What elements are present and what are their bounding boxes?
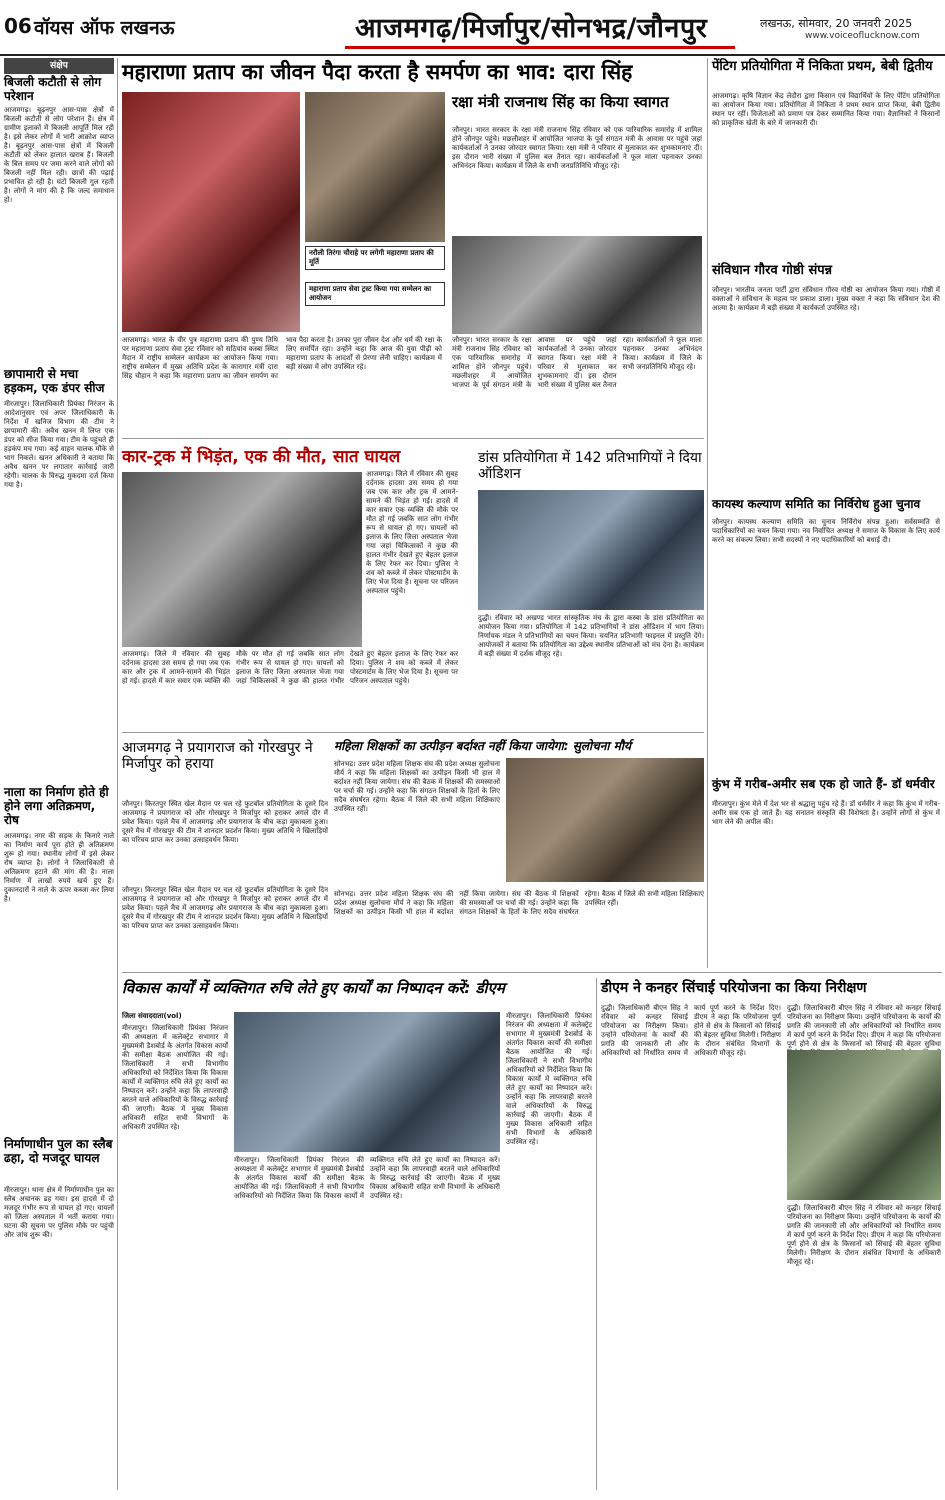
- sidebar-body-3: आजमगढ़। नगर की सड़क के किनारे नाले का निर्माण कार्य पूरा होते ही अतिक्रमण शुरू हो गया। स्थानीय लोगों में इसे लेकर रोष व्याप्त है। लोगों ने जिलाधिकारी से अतिक्रमण हटाने की मांग की है। नाला निर्माण में लाखों रुपये खर्च हुए हैं। दुकानदारों ने नाले के ऊपर कब्जा कर लिया है।: [4, 832, 114, 903]
- story11-body-b: मीरजापुर। जिलाधिकारी प्रियंका निरंजन की अध्यक्षता में कलेक्ट्रेट सभागार में मुख्यमंत्री डैशबोर्ड के अंतर्गत विकास कार्यों की समीक्षा बैठक आयोजित की गई। जिलाधिकारी ने सभी विभागीय अधिकारियों को निर्देशित किया कि विकास कार्यों में व्यक्तिगत रुचि लेते हुए कार्यों का निष्पादन करें। उन्होंने कहा कि लापरवाही बरतने वाले अधिकारियों के विरुद्ध कार्रवाई की जाएगी। बैठक में मुख्य विकास अधिकारी सहित सभी विभागों के अधिकारी उपस्थित रहे।: [234, 1156, 500, 1200]
- right-column-divider: [707, 58, 708, 968]
- story11-body-c: मीरजापुर। जिलाधिकारी प्रियंका निरंजन की अध्यक्षता में कलेक्ट्रेट सभागार में मुख्यमंत्री डैशबोर्ड के अंतर्गत विकास कार्यों की समीक्षा बैठक आयोजित की गई। जिलाधिकारी ने सभी विभागीय अधिकारियों को निर्देशित किया कि विकास कार्यों में व्यक्तिगत रुचि लेते हुए कार्यों का निष्पादन करें। उन्होंने कहा कि लापरवाही बरतने वाले अधिकारियों के विरुद्ध कार्रवाई की जाएगी। बैठक में मुख्य विकास अधिकारी सहित सभी विभागों के अधिकारी उपस्थित रहे।: [506, 1012, 592, 1146]
- story2-body: जौनपुर। भारत सरकार के रक्षा मंत्री राजनाथ सिंह रविवार को एक पारिवारिक समारोह में शामिल होने जौनपुर पहुंचे। मछलीशहर में आयोजित भाजपा के पूर्व संगठन मंत्री के आवास पर पहुंचे जहां कार्यकर्ताओं ने उनका जोरदार स्वागत किया। रक्षा मंत्री ने परिवार से मुलाकात कर शुभकामनाएं दीं। इस दौरान भारी संख्या में पुलिस बल तैनात रहा। कार्यकर्ताओं ने फूल माला पहनाकर उनका अभिनंदन किया। कार्यक्रम में जिले के सभी जनप्रतिनिधि मौजूद रहे।: [452, 126, 702, 170]
- story11-photo-meeting: [234, 1012, 500, 1152]
- row-divider-1: [122, 438, 704, 439]
- page-number: 06: [4, 14, 32, 38]
- story12-body-c: दुद्धी। जिलाधिकारी बीएन सिंह ने रविवार को कनहर सिंचाई परियोजना का निरीक्षण किया। उन्होंने परियोजना के कार्यों की प्रगति की जानकारी ली और अधिकारियों को निर्धारित समय में कार्य पूर्ण करने के निर्देश दिए। डीएम ने कहा कि परियोजना पूर्ण होने से क्षेत्र के किसानों को सिंचाई की बेहतर सुविधा मिलेगी। निरीक्षण के दौरान संबंधित विभागों के अधिकारी मौजूद रहे।: [787, 1204, 941, 1266]
- story12-headline: डीएम ने कनहर सिंचाई परियोजना का किया निरीक्षण: [601, 980, 867, 996]
- story3-headline: कार-ट्रक में भिड़ंत, एक की मौत, सात घायल: [122, 447, 401, 467]
- story1-photo-audience: [305, 92, 445, 242]
- story11-body-a: मीरजापुर। जिलाधिकारी प्रियंका निरंजन की अध्यक्षता में कलेक्ट्रेट सभागार में मुख्यमंत्री डैशबोर्ड के अंतर्गत विकास कार्यों की समीक्षा बैठक आयोजित की गई। जिलाधिकारी ने सभी विभागीय अधिकारियों को निर्देशित किया कि विकास कार्यों में व्यक्तिगत रुचि लेते हुए कार्यों का निष्पादन करें। उन्होंने कहा कि लापरवाही बरतने वाले अधिकारियों के विरुद्ध कार्रवाई की जाएगी। बैठक में मुख्य विकास अधिकारी सहित सभी विभागों के अधिकारी उपस्थित रहे।: [122, 1024, 228, 1131]
- story6-body-b: सोनभद्र। उत्तर प्रदेश महिला शिक्षक संघ की प्रदेश अध्यक्ष सुलोचना मौर्य ने कहा कि महिला शिक्षकों का उत्पीड़न किसी भी हाल में बर्दाश्त नहीं किया जायेगा। संघ की बैठक में शिक्षकों की समस्याओं पर चर्चा की गई। उन्होंने कहा कि संगठन शिक्षकों के हितों के लिए सदैव संघर्षरत रहेगा। बैठक में जिले की सभी महिला शिक्षिकाएं उपस्थित रहीं।: [334, 890, 704, 916]
- story1-photo-speaker: [122, 92, 300, 332]
- story12-body-b: दुद्धी। जिलाधिकारी बीएन सिंह ने रविवार को कनहर सिंचाई परियोजना का निरीक्षण किया। उन्होंने परियोजना के कार्यों की प्रगति की जानकारी ली और अधिकारियों को निर्धारित समय में कार्य पूर्ण करने के निर्देश दिए। डीएम ने कहा कि परियोजना पूर्ण होने से क्षेत्र के किसानों को सिंचाई की बेहतर सुविधा: [787, 1004, 941, 1048]
- story2-headline: रक्षा मंत्री राजनाथ सिंह का किया स्वागत: [452, 93, 669, 111]
- story11-byline: जिला संवाददाता(vol): [122, 1012, 182, 1020]
- story6-photo: [506, 758, 704, 882]
- story5-body-continued: जौनपुर। किरतपुर स्थित खेल मैदान पर चल रहे फुटबॉल प्रतियोगिता के दूसरे दिन आजमगढ़ ने प्रयागराज को और गोरखपुर ने मिर्जापुर को हराकर अगले दौर में प्रवेश किया। पहले मैच में आजमगढ़ और प्रयागराज के बीच कड़ा मुकाबला हुआ। दूसरे मैच में गोरखपुर की टीम ने शानदार प्रदर्शन किया। मुख्य अतिथि ने खिलाड़ियों का परिचय प्राप्त कर उनका उत्साहवर्धन किया।: [122, 886, 328, 930]
- story6-headline: महिला शिक्षकों का उत्पीड़न बर्दाश्त नहीं किया जायेगा: सुलोचना मौर्य: [334, 739, 631, 753]
- story3-body-b: आजमगढ़। जिले में रविवार की सुबह दर्दनाक हादसा उस समय हो गया जब एक कार और ट्रक में आमने-सामने की भिड़ंत हो गई। हादसे में कार सवार एक व्यक्ति की मौके पर मौत हो गई जबकि सात लोग गंभीर रूप से घायल हो गए। घायलों को इलाज के लिए जिला अस्पताल भेजा गया जहां चिकित्सकों ने कुछ की हालत गंभीर देखते हुए बेहतर इलाज के लिए रेफर कर दिया। पुलिस ने शव को कब्जे में लेकर पोस्टमार्टम के लिए भेज दिया है। सूचना पर परिजन अस्पताल पहुंचे।: [122, 650, 458, 685]
- sidebar-headline-4: निर्माणाधीन पुल का स्लैब ढहा, दो मजदूर घायल: [4, 1137, 113, 1165]
- story2-photo: [452, 236, 702, 334]
- row-divider-3: [122, 972, 942, 973]
- story4-photo-dancers: [478, 490, 704, 610]
- story5-body: जौनपुर। किरतपुर स्थित खेल मैदान पर चल रहे फुटबॉल प्रतियोगिता के दूसरे दिन आजमगढ़ ने प्रयागराज को और गोरखपुर ने मिर्जापुर को हराकर अगले दौर में प्रवेश किया। पहले मैच में आजमगढ़ और प्रयागराज के बीच कड़ा मुकाबला हुआ। दूसरे मैच में गोरखपुर की टीम ने शानदार प्रदर्शन किया। मुख्य अतिथि ने खिलाड़ियों का परिचय प्राप्त कर उनका उत्साहवर्धन किया।: [122, 800, 328, 844]
- sidebar-tag: संक्षेप: [4, 58, 114, 74]
- story3-body-a: आजमगढ़। जिले में रविवार की सुबह दर्दनाक हादसा उस समय हो गया जब एक कार और ट्रक में आमने-सामने की भिड़ंत हो गई। हादसे में कार सवार एक व्यक्ति की मौके पर मौत हो गई जबकि सात लोग गंभीर रूप से घायल हो गए। घायलों को इलाज के लिए जिला अस्पताल भेजा गया जहां चिकित्सकों ने कुछ की हालत गंभीर देखते हुए बेहतर इलाज के लिए रेफर कर दिया। पुलिस ने शव को कब्जे में लेकर पोस्टमार्टम के लिए भेज दिया है। सूचना पर परिजन अस्पताल पहुंचे।: [366, 470, 458, 595]
- sidebar-headline-3: नाला का निर्माण होते ही होने लगा अतिक्रमण, रोष: [4, 785, 109, 827]
- region-title: आजमगढ़/मिर्जापुर/सोनभद्र/जौनपुर: [355, 13, 708, 44]
- story4-headline: डांस प्रतियोगिता में 142 प्रतिभागियों ने दिया ऑडिशन: [478, 450, 702, 483]
- story10-body: मीरजापुर। कुंभ मेले में देश भर से श्रद्धालु पहुंच रहे हैं। डॉ धर्मवीर ने कहा कि कुंभ में गरीब-अमीर सब एक हो जाते हैं। यह सनातन संस्कृति की विशेषता है। उन्होंने लोगों से कुंभ में भाग लेने की अपील की।: [712, 800, 940, 826]
- story7-body: आजमगढ़। कृषि विज्ञान केंद्र लेदौरा द्वारा किसान एवं विद्यार्थियों के लिए पेंटिंग प्रतियोगिता का आयोजन किया गया। प्रतियोगिता में निकिता ने प्रथम स्थान प्राप्त किया, बेबी द्वितीय स्थान पर रहीं। विजेताओं को प्रमाण पत्र देकर सम्मानित किया गया। वैज्ञानिकों ने किसानों को प्राकृतिक खेती के बारे में जानकारी दी।: [712, 92, 940, 127]
- website-link[interactable]: www.voiceoflucknow.com: [805, 31, 920, 41]
- story5-headline: आजमगढ़ ने प्रयागराज को गोरखपुर ने मिर्जापुर को हराया: [122, 740, 313, 773]
- story1-headline: महाराणा प्रताप का जीवन पैदा करता है समर्पण का भाव: दारा सिंह: [122, 60, 633, 84]
- story8-body: जौनपुर। भारतीय जनता पार्टी द्वारा संविधान गौरव गोष्ठी का आयोजन किया गया। गोष्ठी में वक्ताओं ने संविधान के महत्व पर प्रकाश डाला। मुख्य वक्ता ने कहा कि संविधान देश की आत्मा है। कार्यक्रम में बड़ी संख्या में कार्यकर्ता उपस्थित रहे।: [712, 286, 940, 312]
- story9-headline: कायस्थ कल्याण समिति का निर्विरोध हुआ चुनाव: [712, 497, 921, 511]
- story4-body: दुद्धी। रविवार को अखण्ड भारत सांस्कृतिक मंच के द्वारा कस्बा के डांस प्रतियोगिता का आयोजन किया गया। प्रतियोगिता में 142 प्रतिभागियों ने डांस ऑडिशन में भाग लिया। निर्णायक मंडल ने प्रतिभागियों का चयन किया। चयनित प्रतिभागी फाइनल में प्रस्तुति देंगे। आयोजकों ने बताया कि प्रतियोगिता का उद्देश्य स्थानीय प्रतिभाओं को मंच देना है। कार्यक्रम में बड़ी संख्या में दर्शक मौजूद रहे।: [478, 614, 704, 658]
- story3-photo-wreck: [122, 472, 362, 647]
- sidebar-divider: [117, 58, 118, 1490]
- story10-headline: कुंभ में गरीब-अमीर सब एक हो जाते हैं- डॉ धर्मवीर: [712, 777, 935, 791]
- story9-body: जौनपुर। कायस्थ कल्याण समिति का चुनाव निर्विरोध संपन्न हुआ। सर्वसम्मति से पदाधिकारियों का चयन किया गया। नव निर्वाचित अध्यक्ष ने समाज के विकास के लिए कार्य करने का संकल्प लिया। सभी सदस्यों ने नए पदाधिकारियों को बधाई दी।: [712, 518, 940, 544]
- sidebar-headline-2: छापामारी से मचा हड़कम, एक डंपर सीज: [4, 367, 105, 395]
- story1-body: आजमगढ़। भारत के वीर पुत्र महाराणा प्रताप की पुण्य तिथि पर महाराणा प्रताप सेवा ट्रस्ट रविवार को सठियांव कस्बा स्थित मैदान में राष्ट्रीय सम्मेलन कार्यक्रम का आयोजन किया गया। राष्ट्रीय सम्मेलन में मुख्य अतिथि प्रदेश के कारागार मंत्री दारा सिंह चौहान ने कहा कि महाराणा प्रताप का जीवन समर्पण का भाव पैदा करता है। उनका पूरा जीवन देश और धर्म की रक्षा के लिए समर्पित रहा। उन्होंने कहा कि आज की युवा पीढ़ी को महाराणा प्रताप के आदर्शों से प्रेरणा लेनी चाहिए। कार्यक्रम में बड़ी संख्या में लोग उपस्थित रहे।: [122, 336, 442, 380]
- story6-body-a: सोनभद्र। उत्तर प्रदेश महिला शिक्षक संघ की प्रदेश अध्यक्ष सुलोचना मौर्य ने कहा कि महिला शिक्षकों का उत्पीड़न किसी भी हाल में बर्दाश्त नहीं किया जायेगा। संघ की बैठक में शिक्षकों की समस्याओं पर चर्चा की गई। उन्होंने कहा कि संगठन शिक्षकों के हितों के लिए सदैव संघर्षरत रहेगा। बैठक में जिले की सभी महिला शिक्षिकाएं उपस्थित रहीं।: [334, 760, 500, 813]
- sidebar-headline-1: बिजली कटौती से लोग परेशान: [4, 75, 102, 103]
- region-underline: [345, 46, 735, 49]
- story12-body-a: दुद्धी। जिलाधिकारी बीएन सिंह ने रविवार को कनहर सिंचाई परियोजना का निरीक्षण किया। उन्होंने परियोजना के कार्यों की प्रगति की जानकारी ली और अधिकारियों को निर्धारित समय में कार्य पूर्ण करने के निर्देश दिए। डीएम ने कहा कि परियोजना पूर्ण होने से क्षेत्र के किसानों को सिंचाई की बेहतर सुविधा मिलेगी। निरीक्षण के दौरान संबंधित विभागों के अधिकारी मौजूद रहे।: [601, 1004, 781, 1057]
- story12-photo-inspection: [787, 1050, 941, 1200]
- story11-headline: विकास कार्यों में व्यक्तिगत रुचि लेते हुए कार्यों का निष्पादन करें: डीएम: [122, 979, 505, 997]
- row-divider-2: [122, 732, 704, 733]
- story2-body-continued: जौनपुर। भारत सरकार के रक्षा मंत्री राजनाथ सिंह रविवार को एक पारिवारिक समारोह में शामिल होने जौनपुर पहुंचे। मछलीशहर में आयोजित भाजपा के पूर्व संगठन मंत्री के आवास पर पहुंचे जहां कार्यकर्ताओं ने उनका जोरदार स्वागत किया। रक्षा मंत्री ने परिवार से मुलाकात कर शुभकामनाएं दीं। इस दौरान भारी संख्या में पुलिस बल तैनात रहा। कार्यकर्ताओं ने फूल माला पहनाकर उनका अभिनंदन किया। कार्यक्रम में जिले के सभी जनप्रतिनिधि मौजूद रहे।: [452, 336, 702, 389]
- bottom-column-divider: [596, 978, 597, 1490]
- story8-headline: संविधान गौरव गोष्ठी संपन्न: [712, 263, 833, 278]
- sidebar-body-2: मीरजापुर। जिलाधिकारी प्रियंका निरंजन के आदेशानुसार एवं अपर जिलाधिकारी के निर्देश में खनिज विभाग की टीम ने छापामारी की। अवैध खनन में लिप्त एक डंपर को सीज किया गया। टीम के पहुंचते ही हड़कंप मच गया। कई वाहन चालक मौके से भाग निकले। खनन अधिकारी ने बताया कि अवैध खनन पर लगातार कार्रवाई जारी रहेगी। चालक के विरुद्ध मुकदमा दर्ज किया गया है।: [4, 400, 114, 489]
- masthead: वॉयस ऑफ लखनऊ: [34, 17, 175, 39]
- story1-caption-1: नरौली तिरंगा चौराहे पर लगेगी महाराणा प्रताप की मूर्ति: [305, 246, 445, 270]
- sidebar-body-1: आजमगढ़। बूढ़नपुर आस-पास क्षेत्रों में बिजली कटौती से लोग परेशान हैं। क्षेत्र में ग्रामीण इलाकों में बिजली आपूर्ति मिल रही है। इसे लेकर लोगों में भारी आक्रोश व्याप्त है। बूढ़नपुर आस-पास क्षेत्रों में बिजली कटौती को लेकर हालात खराब हैं। बिजली के बिल समय पर जमा करने वाले लोगों को बिजली नहीं मिल रही। छात्रों की पढ़ाई प्रभावित हो रही है। घंटों बिजली गुल रहती है। लोगों ने मांग की है कि जल्द समाधान हो।: [4, 106, 114, 204]
- story1-caption-2: महाराणा प्रताप सेवा ट्रस्ट किया गया सम्मेलन का आयोजन: [305, 282, 445, 306]
- sidebar-body-4: मीरजापुर। थाना क्षेत्र में निर्माणाधीन पुल का स्लैब अचानक ढह गया। इस हादसे में दो मजदूर गंभीर रूप से घायल हो गए। घायलों को जिला अस्पताल में भर्ती कराया गया। घटना की सूचना पर पुलिस मौके पर पहुंची और जांच शुरू की।: [4, 1186, 114, 1239]
- dateline: लखनऊ, सोमवार, 20 जनवरी 2025: [760, 17, 913, 30]
- story7-headline: पेंटिग प्रतियोगिता में निकिता प्रथम, बेबी द्वितीय: [712, 59, 933, 74]
